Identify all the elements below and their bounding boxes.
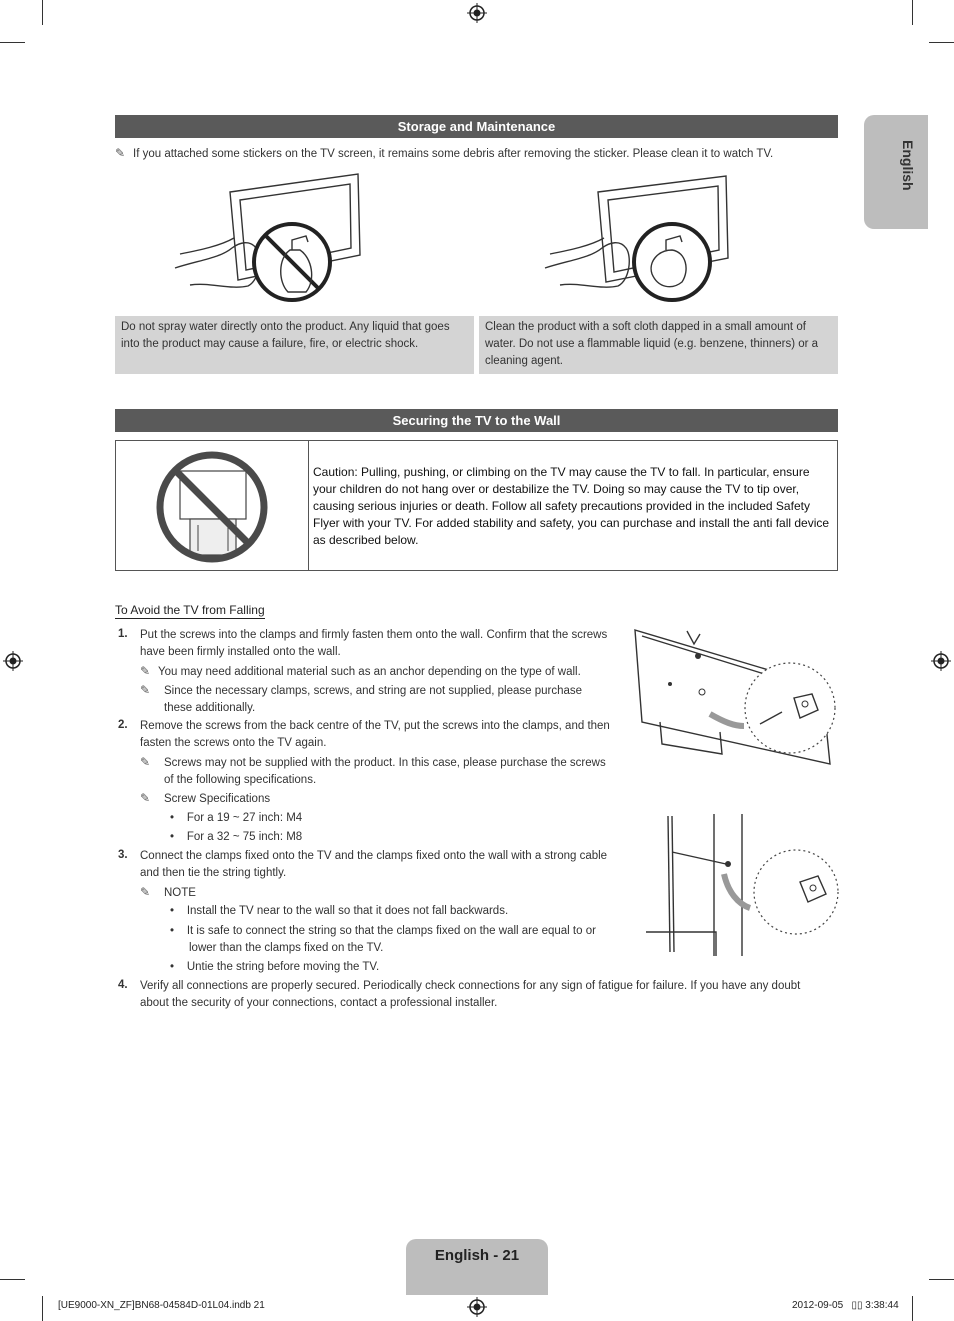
crop-mark	[0, 42, 25, 43]
crop-mark	[0, 1279, 25, 1280]
step-note: ✎ NOTE	[140, 885, 196, 899]
pencil-note-icon: ✎	[115, 146, 126, 160]
registration-mark-icon	[467, 3, 487, 23]
pencil-note-icon: ✎	[140, 791, 151, 805]
step-text: Remove the screws from the back centre of the TV, put the screws into the clamps, and then fasten the screws onto the TV again.	[140, 720, 610, 749]
bullet-item: • Install the TV near to the wall so that it does not fall backwards.	[170, 905, 509, 917]
step-number: 1.	[118, 628, 128, 640]
pencil-note-icon: ✎	[140, 664, 151, 678]
pencil-note-icon: ✎	[140, 683, 151, 697]
registration-mark-icon	[467, 1297, 487, 1317]
step-text: Connect the clamps fixed onto the TV and the clamps fixed onto the wall with a strong cable and then tie the string tightly.	[140, 850, 608, 879]
bullet-item: • It is safe to connect the string so that the clamps fixed on the wall are equal to or lower than the clamps fixed on the TV.	[170, 925, 596, 954]
pencil-note-icon: ✎	[140, 885, 151, 899]
registration-mark-icon	[931, 651, 951, 671]
crop-mark	[929, 1279, 954, 1280]
caution-divider	[308, 441, 309, 570]
caution-text: Caution: Pulling, pushing, or climbing on the TV may cause the TV to fall. In particular, ensure your children do not hang over or destabilize the TV. Doing so may cause the TV to tip over, causing serious injuries or death. Follow all safety precautions provided in the included Safety Flyer with your TV. For added stability and safety, you can purchase and install the anti fall device as described below.	[313, 465, 830, 547]
crop-mark	[42, 0, 43, 25]
step-text: Put the screws into the clamps and firmly fasten them onto the wall. Confirm that the screws have been firmly installed onto the wall.	[140, 629, 608, 658]
bullet-item: • For a 32 ~ 75 inch: M8	[170, 831, 303, 843]
bullet-item: • For a 19 ~ 27 inch: M4	[170, 812, 303, 824]
tv-back-clamp-illustration	[632, 626, 837, 766]
crop-mark	[42, 1296, 43, 1321]
storage-note: ✎ If you attached some stickers on the TV screen, it remains some debris after removing the sticker. Please clean it to watch TV.	[115, 146, 774, 160]
crop-mark	[912, 0, 913, 25]
crop-mark	[912, 1296, 913, 1321]
step-note: ✎ You may need additional material such as an anchor depending on the type of wall.	[140, 664, 581, 678]
registration-mark-icon	[3, 651, 23, 671]
caption-clean-soft-cloth: Clean the product with a soft cloth dapped in a small amount of water. Do not use a flammable liquid (e.g. benzene, thinners) or a cleaning agent.	[479, 316, 838, 374]
step-number: 3.	[118, 849, 128, 861]
bullet-item: • Untie the string before moving the TV.	[170, 961, 380, 973]
caution-box	[115, 440, 838, 571]
caption-do-not-spray: Do not spray water directly onto the product. Any liquid that goes into the product may cause a failure, fire, or electric shock.	[115, 316, 474, 374]
step-text: Verify all connections are properly secured. Periodically check connections for any sign of fatigue for failure. If you have any doubt about the security of your connections, contact a professional installer.	[140, 980, 801, 1009]
crop-mark	[929, 42, 954, 43]
avoid-falling-heading: To Avoid the TV from Falling	[115, 603, 265, 617]
wall-section-title: Securing the TV to the Wall	[115, 409, 838, 432]
cloth-cleaning-illustration	[540, 170, 740, 305]
prohibited-icon	[154, 449, 272, 565]
spray-prohibited-illustration	[170, 170, 370, 305]
step-note: ✎ Screw Specifications	[140, 791, 271, 805]
step-note: ✎ Since the necessary clamps, screws, and string are not supplied, please purchase these additionally.	[140, 683, 583, 714]
step-number: 2.	[118, 719, 128, 731]
step-number: 4.	[118, 979, 128, 991]
tv-wall-string-illustration	[642, 812, 840, 958]
pencil-note-icon: ✎	[140, 755, 151, 769]
storage-section-title: Storage and Maintenance	[115, 115, 838, 138]
language-side-tab-label: English	[900, 140, 916, 191]
step-note: ✎ Screws may not be supplied with the product. In this case, please purchase the screws of the following specifications.	[140, 755, 606, 786]
page-number-tab: English - 21	[406, 1239, 548, 1295]
imprint-file-label: [UE9000-XN_ZF]BN68-04584D-01L04.indb 21	[58, 1300, 265, 1311]
imprint-timestamp: 2012-09-05 ▯▯ 3:38:44	[792, 1300, 899, 1311]
